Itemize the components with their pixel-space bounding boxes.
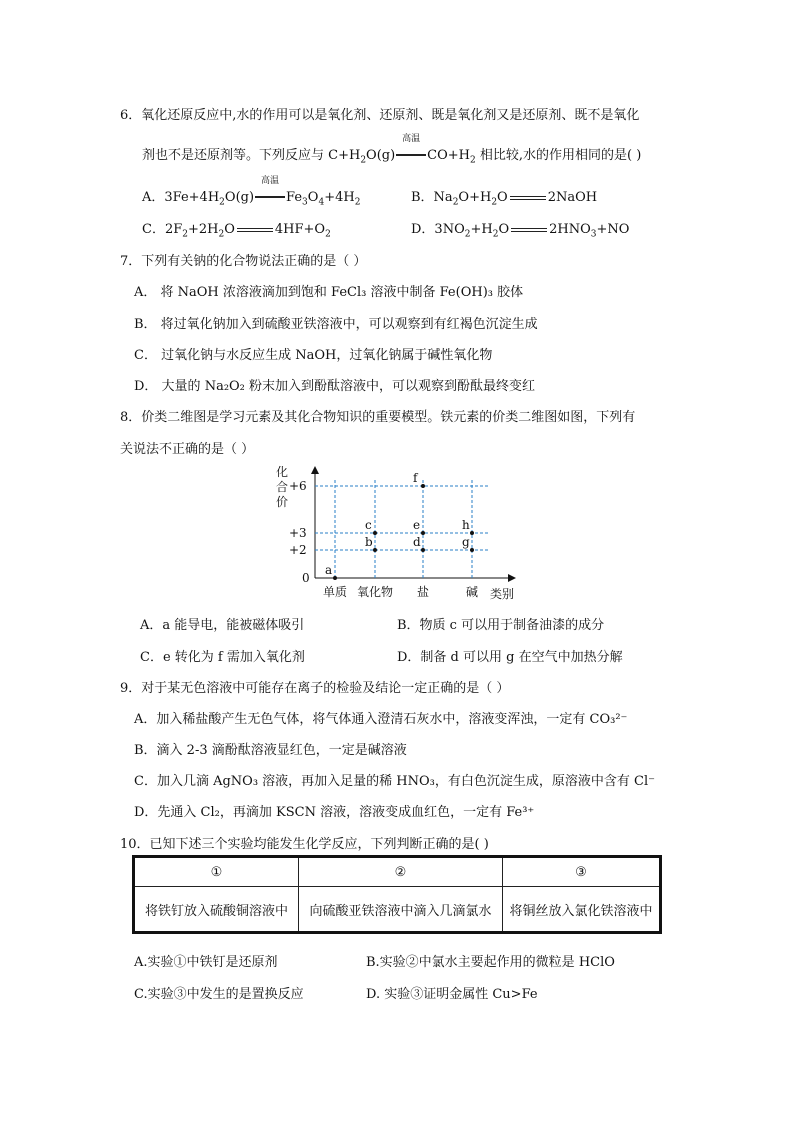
data-point-g — [470, 548, 474, 552]
q6-sub: 2 — [360, 155, 367, 166]
point-label-a: a — [325, 563, 333, 577]
q6b-text: 2NaOH — [547, 190, 598, 205]
q6d-text: +H — [470, 222, 493, 237]
q6d-sub: 2 — [464, 229, 471, 240]
q9-option-d: D．先通入 Cl₂，再滴加 KSCN 溶液，溶液变成血红色，一定有 Fe³⁺ — [134, 805, 535, 820]
q10-option-b: B.实验②中氯水主要起作用的微粒是 HClO — [366, 955, 615, 970]
x-tick-label: 盐 — [416, 585, 430, 599]
data-point-a — [333, 576, 337, 580]
q8-option-d: D．制备 d 可以用 g 在空气中加热分解 — [397, 650, 623, 665]
q6c-text: O — [224, 222, 235, 237]
q9-option-a: A．加入稀盐酸产生无色气体，将气体通入澄清石灰水中，溶液变浑浊，一定有 CO₃²⁻ — [134, 712, 628, 727]
q6d-text: O — [498, 222, 510, 237]
table-header: ① — [134, 857, 299, 887]
y-tick-label: +3 — [289, 526, 307, 540]
q6-text: 剂也不是还原剂等。下列反应与 C+H — [142, 148, 361, 163]
y-tick-label: +2 — [289, 543, 307, 557]
condition-label: 高温 — [261, 176, 280, 186]
q7-option-c: C． 过氧化钠与水反应生成 NaOH，过氧化钠属于碱性氧化物 — [134, 348, 493, 363]
q6a-sub: 2 — [354, 197, 361, 208]
equals-sign — [511, 228, 547, 232]
y-tick-label: +6 — [289, 479, 307, 493]
q6-text: 相比较,水的作用相同的是( ) — [475, 148, 642, 163]
q8-option-b: B．物质 c 可以用于制备油漆的成分 — [397, 618, 605, 633]
q7-option-d: D． 大量的 Na₂O₂ 粉末加入到酚酞溶液中，可以观察到酚酞最终变红 — [134, 379, 536, 394]
q6a-sub: 4 — [318, 197, 325, 208]
data-point-c — [373, 531, 377, 535]
q6a-text: Fe — [286, 190, 303, 205]
condition-label: 高温 — [402, 134, 421, 144]
q8-stem-line1: 8．价类二维图是学习元素及其化合物知识的重要模型。铁元素的价类二维图如图，下列有 — [120, 410, 636, 425]
q6c-sub: 2 — [325, 229, 331, 240]
q10-stem: 10．已知下述三个实验均能发生化学反应，下列判断正确的是( ) — [120, 837, 489, 852]
data-point-b — [373, 548, 377, 552]
reaction-condition — [254, 176, 286, 205]
q10-option-a: A.实验①中铁钉是还原剂 — [134, 955, 278, 970]
data-point-f — [421, 484, 425, 488]
reaction-condition — [395, 134, 427, 163]
point-label-h: h — [462, 518, 470, 532]
table-cell: 将铁钉放入硫酸铜溶液中 — [134, 887, 299, 933]
table-header: ③ — [503, 857, 661, 887]
point-label-f: f — [413, 471, 418, 485]
y-axis-label: 价 — [276, 495, 289, 509]
data-point-e — [421, 531, 425, 535]
q6d-sub: 2 — [492, 229, 499, 240]
q6-stem-line2 — [142, 134, 642, 166]
q6c-sub: 2 — [218, 229, 225, 240]
x-axis-label: 类别 — [490, 587, 515, 601]
q6-text: O(g) — [366, 148, 396, 163]
x-tick-label: 碱 — [465, 585, 479, 599]
q10-option-c: C.实验③中发生的是置换反应 — [134, 987, 304, 1002]
q6d-text: D．3NO — [411, 222, 465, 237]
q6b-sub: 2 — [491, 197, 498, 208]
q10-option-d: D. 实验③证明金属性 Cu>Fe — [366, 987, 538, 1002]
q6-option-a — [142, 176, 361, 208]
q6-text: CO+H — [427, 148, 471, 163]
q6d-text: +NO — [596, 222, 630, 237]
q6-sub: 2 — [470, 155, 476, 166]
table-row — [134, 887, 661, 933]
q6b-text: B．Na — [411, 190, 453, 205]
table-cell: 将铜丝放入氯化铁溶液中 — [503, 887, 661, 933]
y-axis-label: 合 — [276, 480, 289, 494]
q6b-text: O+H — [458, 190, 492, 205]
q8-option-a: A．a 能导电，能被磁体吸引 — [140, 618, 305, 633]
q6c-text: +2H — [187, 222, 219, 237]
q9-option-c: C．加入几滴 AgNO₃ 溶液，再加入足量的稀 HNO₃，有白色沉淀生成，原溶液中含有 Cl⁻ — [134, 774, 655, 789]
q7-stem: 7．下列有关钠的化合物说法正确的是（ ） — [120, 254, 367, 269]
q6-option-c — [142, 218, 331, 240]
q8-stem-line2: 关说法不正确的是（ ） — [120, 442, 255, 457]
q6c-text: 4HF+O — [274, 222, 326, 237]
q6a-text: A．3Fe+4H — [142, 190, 220, 205]
q6a-text: O — [307, 190, 319, 205]
equals-sign — [510, 196, 546, 200]
point-label-e: e — [413, 518, 421, 532]
q8-option-c: C．e 转化为 f 需加入氧化剂 — [140, 650, 305, 665]
q7-option-a: A． 将 NaOH 浓溶液滴加到饱和 FeCl₃ 溶液中制备 Fe(OH)₃ 胶体 — [134, 285, 524, 300]
point-label-b: b — [365, 535, 373, 549]
q6a-sub: 2 — [219, 197, 225, 208]
table-header-row — [134, 857, 661, 887]
table-cell: 向硫酸亚铁溶液中滴入几滴氯水 — [299, 887, 503, 933]
q7-option-b: B． 将过氧化钠加入到硫酸亚铁溶液中，可以观察到有红褐色沉淀生成 — [134, 317, 538, 332]
q9-option-b: B．滴入 2-3 滴酚酞溶液显红色，一定是碱溶液 — [134, 743, 407, 758]
point-label-d: d — [413, 535, 421, 549]
data-point-h — [470, 531, 474, 535]
q6d-sub: 3 — [590, 229, 597, 240]
q9-stem: 9．对于某无色溶液中可能存在离子的检验及结论一定正确的是（ ） — [120, 681, 510, 696]
y-axis-label: 化 — [276, 465, 289, 479]
y-axis-arrow — [311, 466, 319, 474]
q6d-text: 2HNO — [549, 222, 591, 237]
x-axis-arrow — [508, 574, 516, 582]
q6a-text: +4H — [324, 190, 355, 205]
q6c-sub: 2 — [182, 229, 188, 240]
point-label-g: g — [462, 535, 470, 549]
experiment-table — [132, 855, 662, 934]
point-label-c: c — [365, 518, 372, 532]
data-point-d — [421, 548, 425, 552]
valence-class-chart — [262, 462, 532, 604]
y-tick-label: 0 — [302, 571, 310, 585]
q6a-text: O(g) — [224, 190, 255, 205]
q6-stem-line1: 6．氧化还原反应中,水的作用可以是氧化剂、还原剂、既是氧化剂又是还原剂、既不是氧化 — [120, 108, 640, 123]
q6-option-b — [411, 186, 597, 208]
table-header: ② — [299, 857, 503, 887]
x-tick-label: 单质 — [322, 585, 348, 599]
q6c-text: C．2F — [142, 222, 183, 237]
q6a-sub: 3 — [302, 197, 308, 208]
q6b-text: O — [497, 190, 508, 205]
q6-option-d — [411, 218, 629, 240]
x-tick-label: 氧化物 — [356, 585, 394, 599]
equals-sign — [237, 228, 273, 232]
q6b-sub: 2 — [452, 197, 459, 208]
